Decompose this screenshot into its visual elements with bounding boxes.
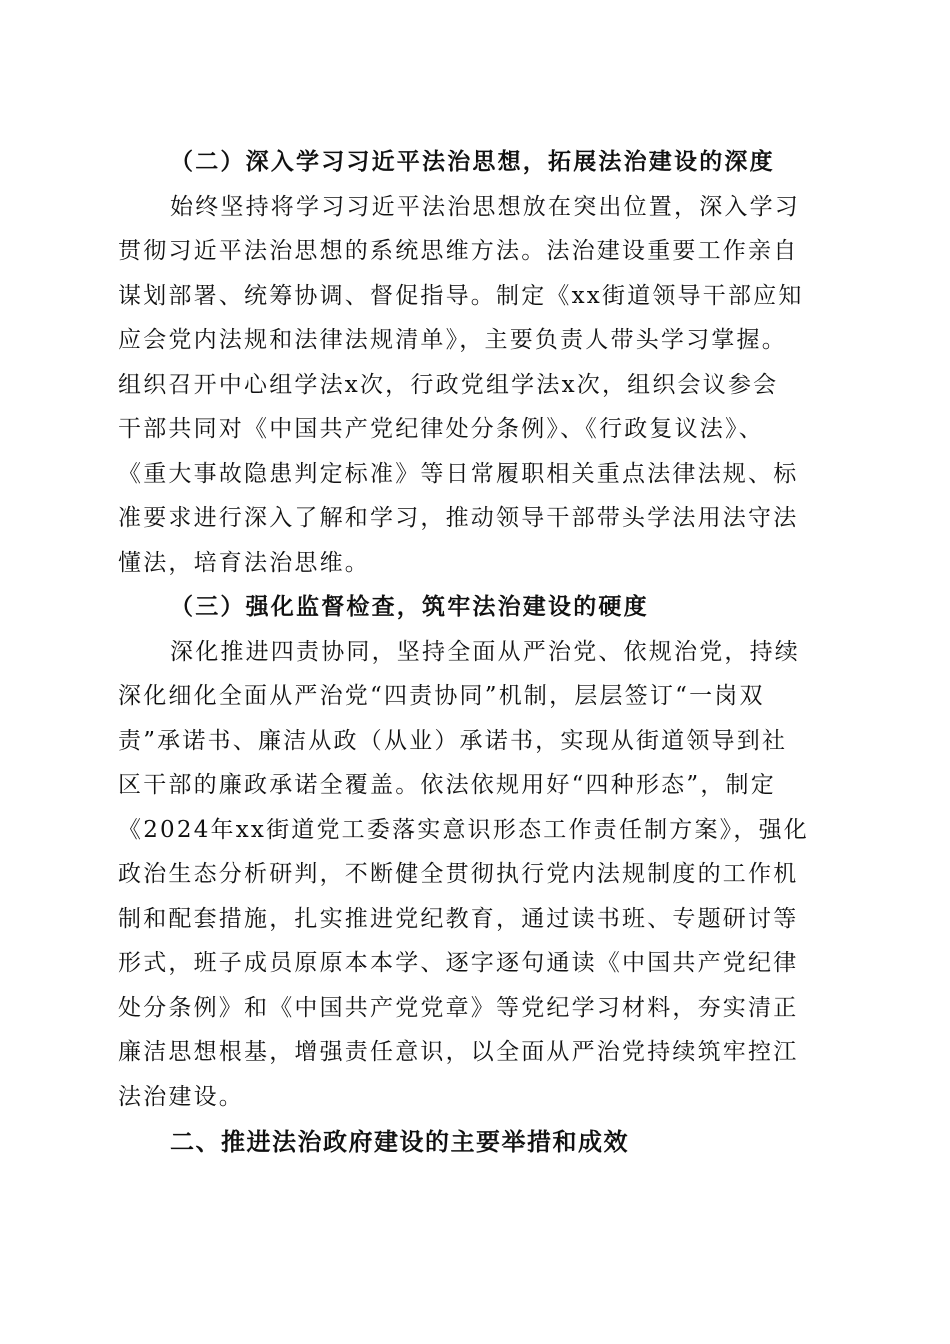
paragraph-line: 谋划部署、统筹协调、督促指导。制定《xx街道领导干部应知 <box>118 282 804 309</box>
section-heading: （三）强化监督检查，筑牢法治建设的硬度 <box>170 593 649 620</box>
paragraph-line: 责”承诺书、廉洁从政（从业）承诺书，实现从街道领导到社 <box>118 727 788 754</box>
paragraph-line: 深化推进四责协同，坚持全面从严治党、依规治党，持续 <box>170 638 800 665</box>
paragraph-line: 准要求进行深入了解和学习，推动领导干部带头学法用法守法 <box>118 505 799 531</box>
paragraph-line: 贯彻习近平法治思想的系统思维方法。法治建设重要工作亲自 <box>118 238 799 264</box>
paragraph-line: 组织召开中心组学法x次，行政党组学法x次，组织会议参会 <box>118 371 779 398</box>
paragraph-line: 形式，班子成员原原本本学、逐字逐句通读《中国共产党纪律 <box>118 950 799 976</box>
paragraph-line: 廉洁思想根基，增强责任意识，以全面从严治党持续筑牢控江 <box>118 1039 799 1065</box>
paragraph-line: 区干部的廉政承诺全覆盖。依法依规用好“四种形态”，制定 <box>118 772 776 798</box>
paragraph-line: 《2024年xx街道党工委落实意识形态工作责任制方案》，强化 <box>118 816 809 843</box>
paragraph-line: 制和配套措施，扎实推进党纪教育，通过读书班、专题研讨等 <box>118 905 799 932</box>
main-heading: 二、推进法治政府建设的主要举措和成效 <box>170 1128 629 1156</box>
paragraph-line: 始终坚持将学习习近平法治思想放在突出位置，深入学习 <box>170 193 800 220</box>
section-three <box>118 585 834 1119</box>
paragraph-line: 处分条例》和《中国共产党党章》等党纪学习材料，夯实清正 <box>118 994 799 1021</box>
paragraph-line: 懂法，培育法治思维。 <box>118 549 370 576</box>
paragraph-line: 政治生态分析研判，不断健全贯彻执行党内法规制度的工作机 <box>118 861 799 887</box>
paragraph-line: 应会党内法规和法律法规清单》，主要负责人带头学习掌握。 <box>118 327 787 353</box>
paragraph-line: 法治建设。 <box>118 1083 244 1110</box>
paragraph-line: 《重大事故隐患判定标准》等日常履职相关重点法律法规、标 <box>118 460 799 487</box>
paragraph-line: 干部共同对《中国共产党纪律处分条例》、《行政复议法》、 <box>118 416 764 442</box>
section-heading: （二）深入学习习近平法治思想，拓展法治建设的深度 <box>170 148 775 175</box>
section-two <box>118 140 834 585</box>
paragraph-line: 深化细化全面从严治党“四责协同”机制，层层签订“一岗双 <box>118 683 765 709</box>
